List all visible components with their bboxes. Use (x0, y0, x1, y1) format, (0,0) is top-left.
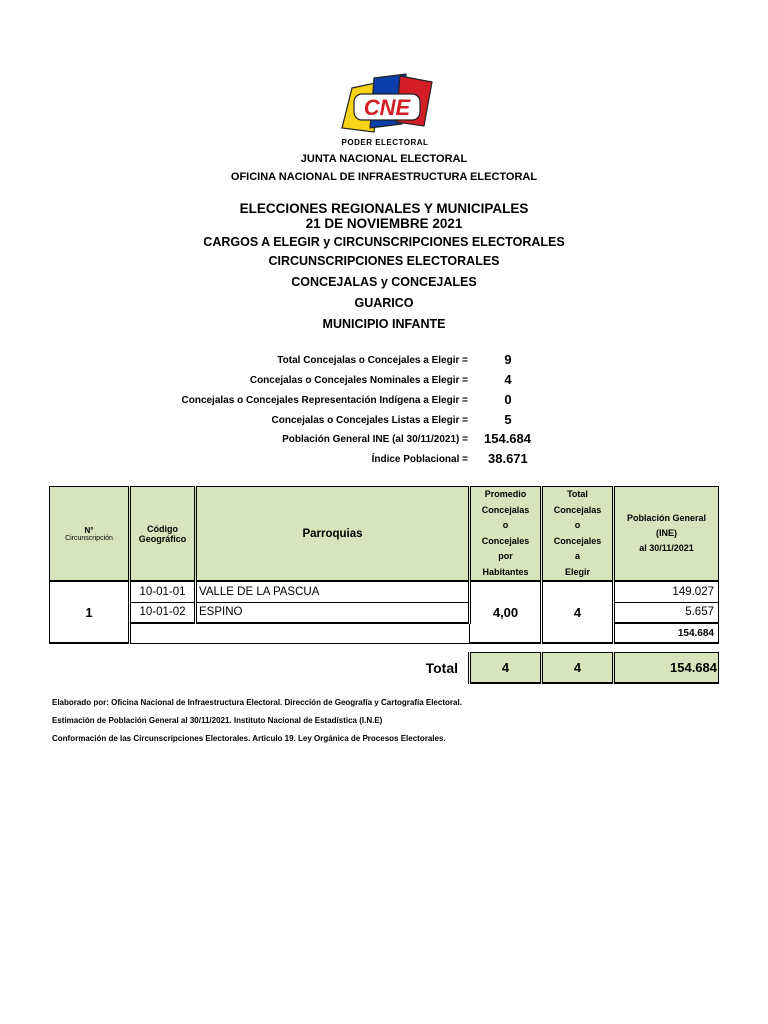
header-poblacion-l2: (INE) (656, 528, 677, 538)
row-parroquia: VALLE DE LA PASCUA (196, 581, 470, 602)
header-promedio-l6: Habitantes (482, 566, 529, 577)
summary-value: 9 (504, 352, 512, 367)
table-row (50, 581, 719, 602)
row-codigo: 10-01-01 (130, 581, 196, 602)
header-poblacion (614, 487, 719, 582)
summary-label: Concejalas o Concejales Representación Indígena a Elegir = (181, 395, 468, 406)
summary-indice (0, 450, 768, 470)
header-promedio-l5: por (498, 551, 513, 561)
header-n-label: N° (84, 525, 94, 535)
summary-label: Concejalas o Concejales Listas a Elegir = (271, 415, 468, 426)
title-elecciones: ELECCIONES REGIONALES Y MUNICIPALES (239, 201, 529, 216)
summary-value: 154.684 (484, 431, 531, 446)
logo-subtitle: PODER ELECTORAL (341, 138, 429, 147)
title-cargos: CARGOS A ELEGIR y CIRCUNSCRIPCIONES ELECTORALES (203, 235, 565, 249)
table-total-row (50, 652, 719, 683)
header-total-l4: Concejales (553, 535, 602, 546)
summary-indigena (0, 391, 768, 411)
table-gap-row (50, 643, 719, 652)
summary-label: Índice Poblacional = (371, 454, 468, 465)
header-total-l1: Total (567, 489, 588, 499)
summary-value: 5 (504, 412, 512, 427)
table-header-row (50, 487, 719, 582)
footer-conformacion: Conformación de las Circunscripciones Electorales. Articulo 19. Ley Orgánica de Procesos Electorales. (52, 734, 446, 743)
summary-label: Concejalas o Concejales Nominales a Elegir = (249, 375, 468, 386)
summary-value: 0 (504, 392, 512, 407)
header-line2: OFICINA NACIONAL DE INFRAESTRUCTURA ELECTORAL (230, 171, 538, 183)
header-poblacion-l3: al 30/11/2021 (639, 543, 694, 553)
circ-promedio: 4,00 (470, 581, 542, 643)
header-total (542, 487, 614, 582)
header-promedio-l3: o (502, 520, 509, 530)
total-label: Total (50, 652, 470, 683)
header-total-l2: Concejalas (553, 504, 602, 515)
row-poblacion: 5.657 (614, 602, 719, 623)
header-poblacion-l1: Población General (626, 513, 707, 523)
header-total-l6: Elegir (564, 566, 590, 577)
header-promedio-l4: Concejales (481, 535, 530, 546)
footer-estimacion: Estimación de Población General al 30/11/2021. Instituto Nacional de Estadística (I.N.E) (52, 716, 383, 725)
header-n (50, 487, 130, 582)
total-concejales: 4 (542, 652, 614, 683)
header-promedio (470, 487, 542, 582)
summary-value: 4 (504, 372, 512, 387)
total-poblacion: 154.684 (614, 652, 719, 683)
row-poblacion: 149.027 (614, 581, 719, 602)
subtotal-poblacion: 154.684 (614, 623, 719, 643)
total-promedio: 4 (470, 652, 542, 683)
header-total-l5: a (574, 551, 580, 561)
header-parroquias: Parroquias (196, 487, 470, 582)
title-municipio: MUNICIPIO INFANTE (322, 317, 446, 331)
table-gap (50, 643, 719, 652)
summary-label: Población General INE (al 30/11/2021) = (282, 434, 468, 445)
row-codigo: 10-01-02 (130, 602, 196, 623)
summary-poblacion (0, 430, 768, 450)
title-fecha: 21 DE NOVIEMBRE 2021 (305, 216, 463, 231)
title-circunscripciones: CIRCUNSCRIPCIONES ELECTORALES (268, 254, 500, 268)
title-concejales: CONCEJALAS y CONCEJALES (291, 275, 477, 289)
row-parroquia: ESPINO (196, 602, 470, 623)
header-line1: JUNTA NACIONAL ELECTORAL (300, 153, 468, 165)
logo-text: CNE (363, 95, 411, 120)
table-subtotal-row (50, 623, 719, 643)
circunscripciones-table (49, 486, 719, 684)
summary-total (0, 351, 768, 371)
header-promedio-l2: Concejalas (481, 504, 530, 515)
title-estado: GUARICO (354, 296, 414, 310)
header-codigo: Código Geográfico (130, 487, 196, 582)
summary-label: Total Concejalas o Concejales a Elegir = (277, 355, 468, 366)
circ-total-concejales: 4 (542, 581, 614, 643)
subtotal-spacer (130, 623, 470, 643)
summary-listas (0, 411, 768, 431)
summary-nominales (0, 371, 768, 391)
header-promedio-l1: Promedio (484, 489, 527, 499)
cne-logo (330, 70, 440, 150)
footer-elaborado: Elaborado por: Oficina Nacional de Infraestructura Electoral. Dirección de Geografía y Cartografía Electoral. (52, 698, 462, 707)
circ-number: 1 (50, 581, 130, 643)
header-n-sub: Circunscripción (65, 534, 113, 542)
summary-value: 38.671 (488, 451, 528, 466)
header-total-l3: o (574, 520, 581, 530)
table-row (50, 602, 719, 623)
